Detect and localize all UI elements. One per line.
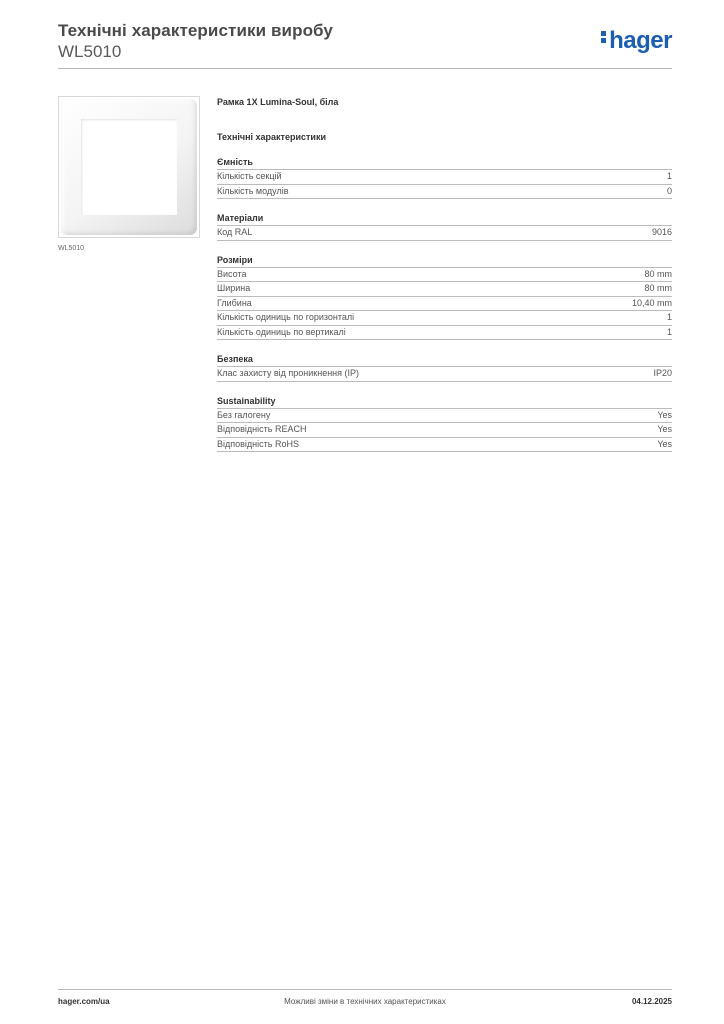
spec-label: Відповідність REACH [217,424,307,434]
spec-section [217,212,672,241]
header-divider [58,68,672,69]
spec-row [217,367,672,382]
spec-value: 9016 [651,227,672,237]
spec-value: Yes [657,438,672,449]
spec-label: Кількість одиниць по вертикалі [217,326,346,337]
product-image [58,96,200,238]
spec-row [217,268,672,283]
spec-sections [217,156,672,452]
image-caption: WL5010 [58,245,85,252]
frame-opening [81,119,177,215]
section-title: Розміри [217,254,672,268]
spec-label: Кількість одиниць по горизонталі [217,312,355,322]
spec-label: Клас захисту від проникнення (IP) [217,368,360,378]
section-title: Безпека [217,353,672,367]
spec-label: Ширина [217,283,251,293]
spec-label: Кількість модулів [217,185,289,196]
spec-row [217,170,672,185]
spec-section [217,395,672,453]
document-header [58,20,333,62]
spec-section [217,254,672,341]
spec-label: Глибина [217,297,252,308]
spec-value: 0 [666,185,672,196]
section-title: Матеріали [217,212,672,226]
logo-text: hager [609,27,672,54]
spec-row [217,185,672,200]
spec-value: 80 mm [644,268,672,279]
footer-note: Можливі зміни в технічних характеристиках [284,997,446,1006]
section-title: Sustainability [217,395,672,409]
frame-outer [61,99,197,235]
spec-row [217,282,672,297]
spec-value: 1 [666,326,672,337]
hager-logo [601,28,672,54]
spec-row [217,438,672,453]
spec-value: Yes [657,424,672,434]
spec-row [217,423,672,438]
footer-divider [58,989,672,990]
spec-value: 10,40 mm [631,297,672,308]
spec-value: 1 [666,312,672,322]
footer-date: 04.12.2025 [631,997,672,1006]
footer-website-link[interactable]: hager.com/ua [58,997,110,1006]
spec-label: Код RAL [217,227,253,237]
spec-value: Yes [657,409,672,420]
spec-row [217,297,672,312]
specs-panel [217,96,672,465]
product-name: Рамка 1X Lumina-Soul, біла [217,97,339,107]
spec-value: IP20 [653,368,672,378]
spec-label: Без галогену [217,409,271,420]
spec-label: Кількість секцій [217,171,282,181]
spec-row [217,409,672,424]
spec-section [217,353,672,382]
section-title: Ємність [217,156,672,170]
spec-row [217,326,672,341]
spec-label: Відповідність RoHS [217,438,299,449]
spec-value: 80 mm [644,283,672,293]
spec-label: Висота [217,268,247,279]
spec-value: 1 [666,171,672,181]
product-code: WL5010 [58,42,122,61]
spec-row [217,226,672,241]
document-title: Технічні характеристики виробу [58,21,333,40]
spec-row [217,311,672,326]
logo-dots-icon [601,29,606,45]
specs-heading: Технічні характеристики [217,132,326,142]
spec-section [217,156,672,199]
